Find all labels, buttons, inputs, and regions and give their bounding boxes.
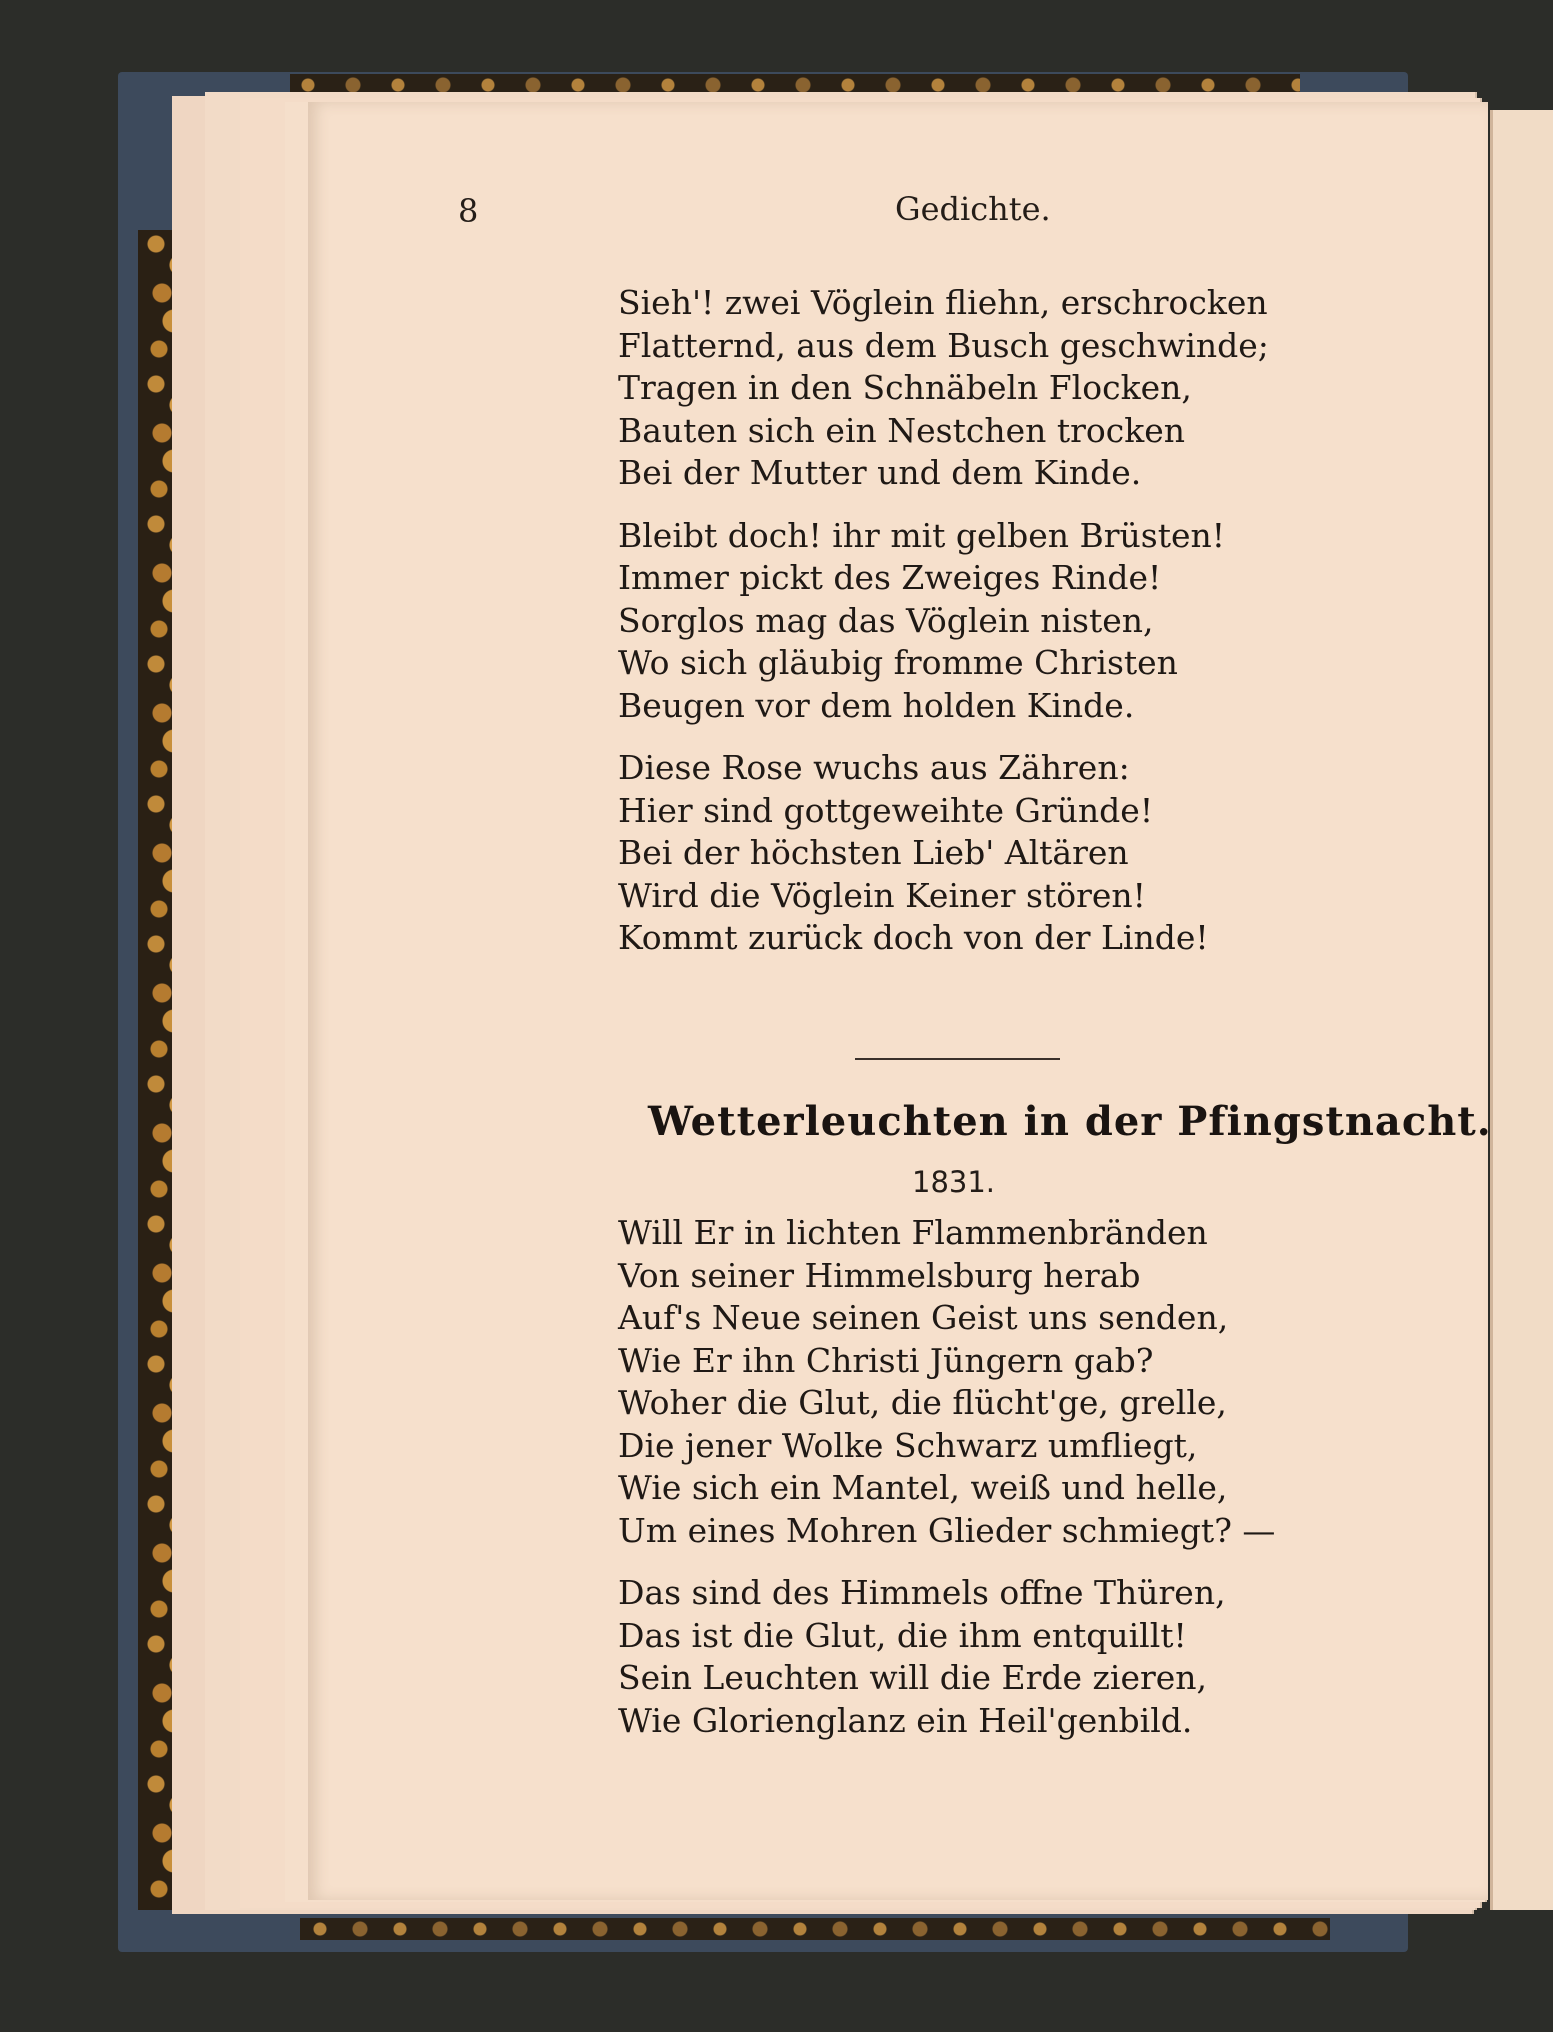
verse-line: Auf's Neue seinen Geist uns senden, bbox=[618, 1298, 1229, 1337]
verse-line: Das sind des Himmels offne Thüren, bbox=[618, 1573, 1226, 1612]
stanza bbox=[618, 282, 1269, 495]
verse-line: Kommt zurück doch von der Linde! bbox=[618, 918, 1209, 957]
verse-line: Diese Rose wuchs aus Zähren: bbox=[618, 748, 1130, 787]
verse-line: Sieh'! zwei Vöglein fliehn, erschrocken bbox=[618, 283, 1268, 322]
stanza bbox=[618, 1212, 1275, 1552]
verse-line: Wo sich gläubig fromme Christen bbox=[618, 643, 1178, 682]
verse-line: Will Er in lichten Flammenbränden bbox=[618, 1213, 1208, 1252]
verse-line: Bleibt doch! ihr mit gelben Brüsten! bbox=[618, 515, 1226, 555]
poem-wetterleuchten bbox=[618, 1212, 1275, 1742]
verse-line: Wird die Vöglein Keiner stören! bbox=[618, 875, 1146, 915]
running-head: Gedichte. bbox=[895, 190, 1051, 228]
verse-line: Tragen in den Schnäbeln Flocken, bbox=[618, 368, 1192, 407]
section-divider bbox=[855, 1058, 1060, 1060]
poem-voeglein bbox=[618, 282, 1269, 960]
facing-page bbox=[1490, 110, 1553, 1910]
stanza bbox=[618, 1572, 1275, 1742]
verse-line: Beugen vor dem holden Kinde. bbox=[618, 685, 1135, 725]
verse-line: Wie Glorienglanz ein Heil'genbild. bbox=[618, 1700, 1193, 1740]
verse-line: Um eines Mohren Glieder schmiegt? — bbox=[618, 1510, 1276, 1550]
page-number: 8 bbox=[458, 192, 479, 230]
stanza bbox=[618, 747, 1269, 960]
poem-title: Wetterleuchten in der Pfingstnacht. bbox=[648, 1098, 1492, 1145]
verse-line: Sorglos mag das Vöglein nisten, bbox=[618, 600, 1154, 640]
verse-line: Woher die Glut, die flücht'ge, grelle, bbox=[618, 1383, 1227, 1422]
verse-line: Flatternd, aus dem Busch geschwinde; bbox=[618, 325, 1269, 365]
verse-line: Hier sind gottgeweihte Gründe! bbox=[618, 790, 1154, 830]
verse-line: Die jener Wolke Schwarz umfliegt, bbox=[618, 1425, 1198, 1465]
verse-line: Immer pickt des Zweiges Rinde! bbox=[618, 558, 1162, 597]
verse-line: Sein Leuchten will die Erde zieren, bbox=[618, 1658, 1208, 1697]
verse-line: Von seiner Himmelsburg herab bbox=[618, 1255, 1141, 1295]
verse-line: Das ist die Glut, die ihm entquillt! bbox=[618, 1615, 1187, 1655]
marbled-edge-bottom bbox=[300, 1918, 1330, 1940]
poem-year: 1831. bbox=[912, 1165, 996, 1199]
verse-line: Bei der höchsten Lieb' Altären bbox=[618, 833, 1129, 872]
verse-line: Bei der Mutter und dem Kinde. bbox=[618, 453, 1142, 492]
verse-line: Wie sich ein Mantel, weiß und helle, bbox=[618, 1468, 1228, 1507]
verse-line: Wie Er ihn Christi Jüngern gab? bbox=[618, 1340, 1154, 1380]
stanza bbox=[618, 515, 1269, 728]
verse-line: Bauten sich ein Nestchen trocken bbox=[618, 410, 1186, 450]
